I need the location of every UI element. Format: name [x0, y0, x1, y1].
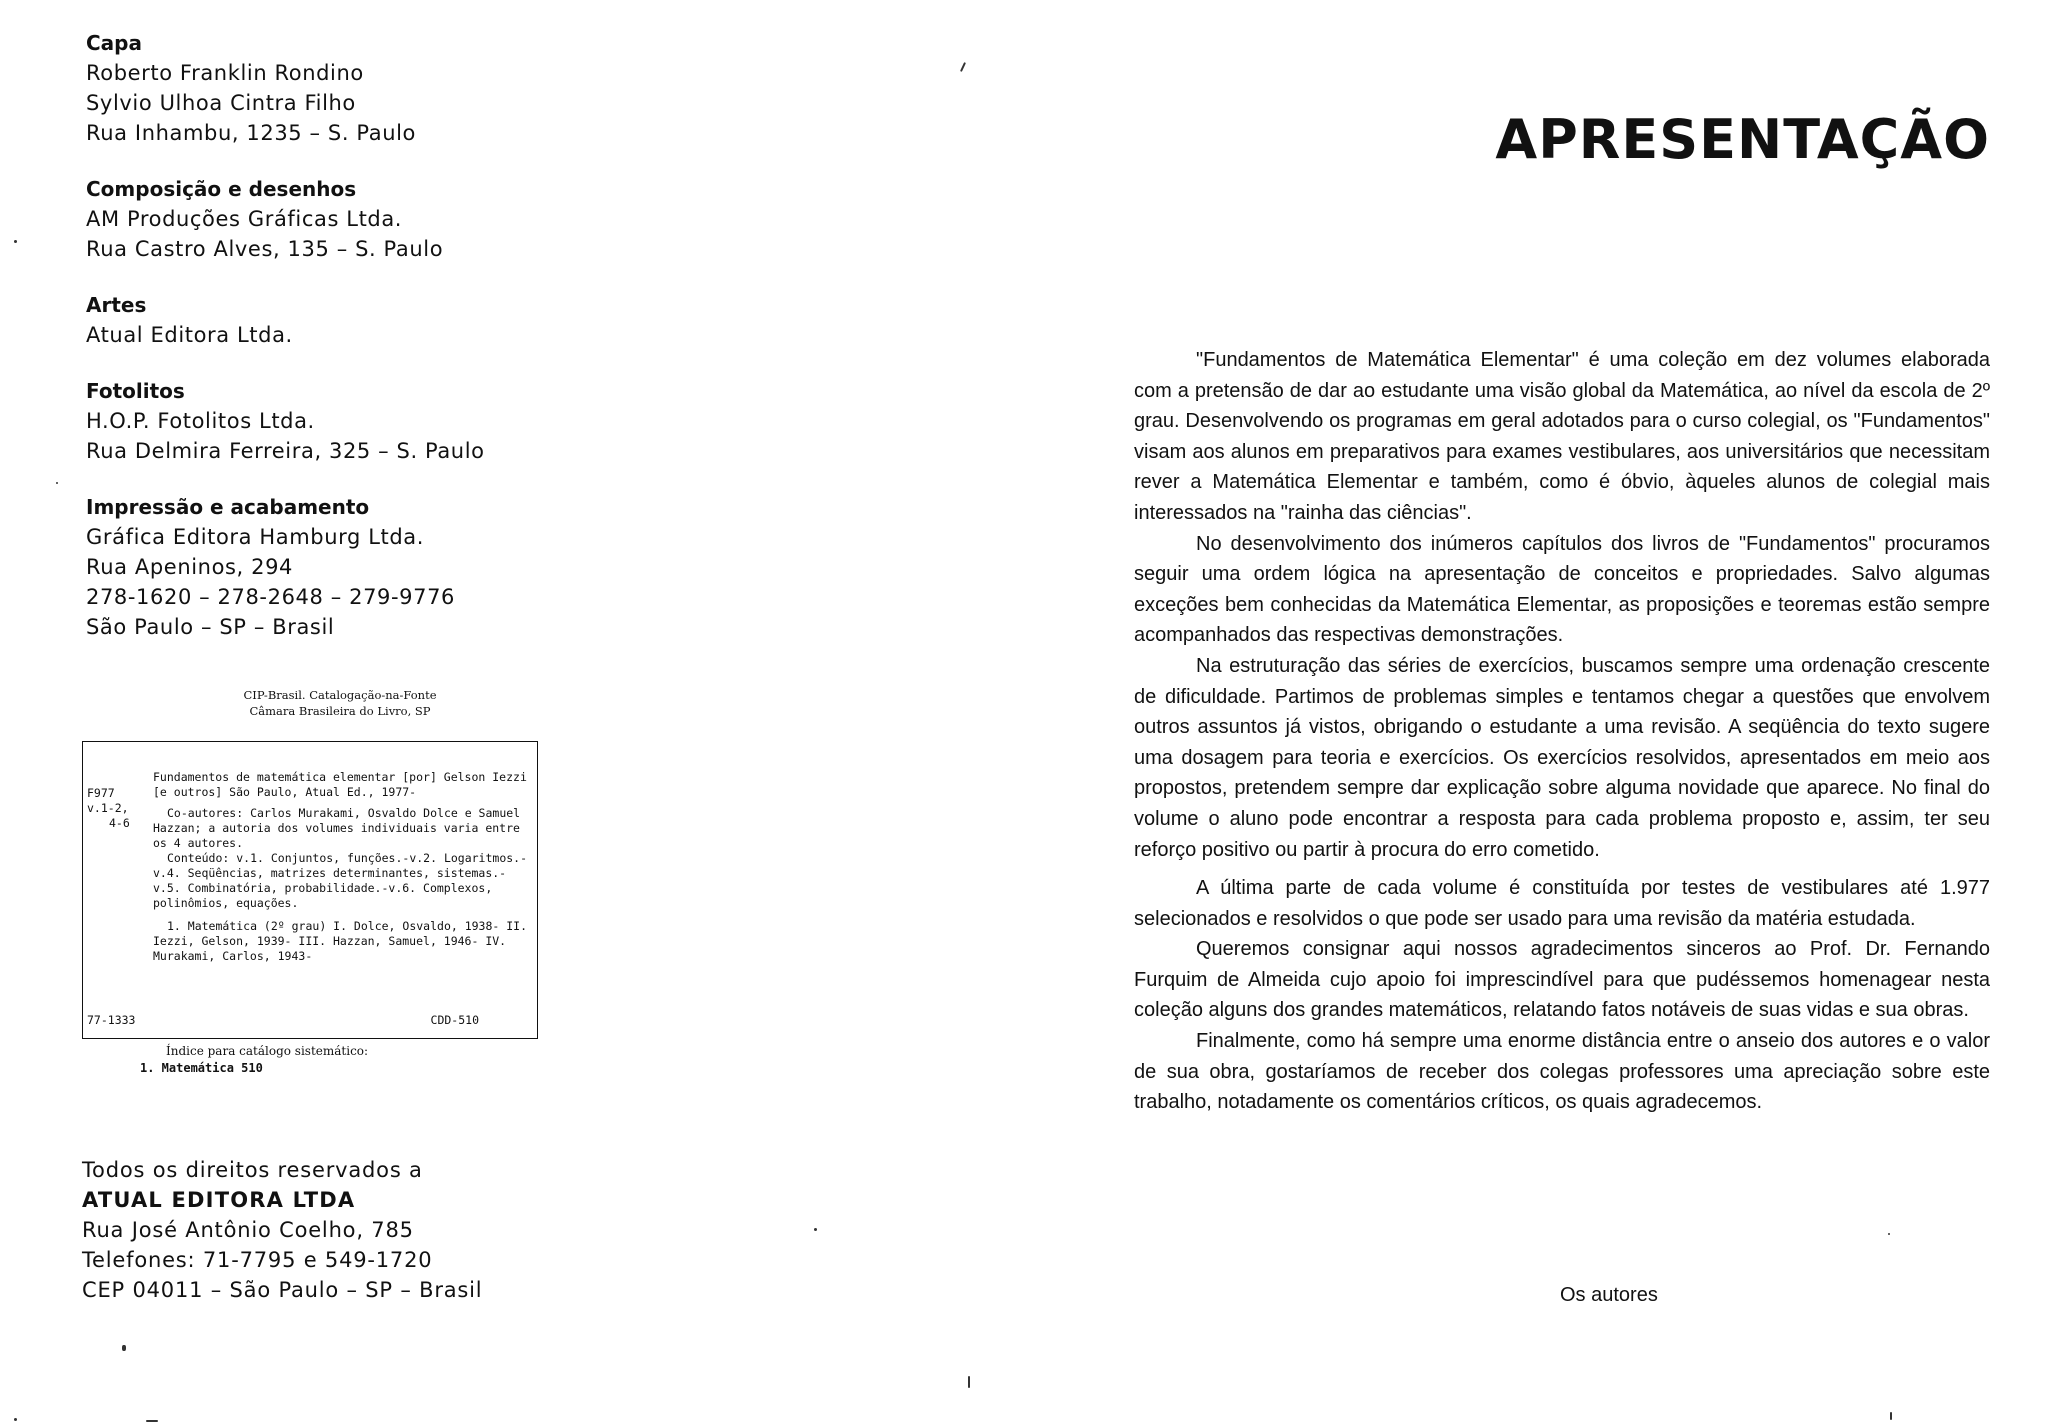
credit-heading: Fotolitos: [86, 379, 185, 403]
card-note: Co-autores: Carlos Murakami, Osvaldo Dolce e Samuel Hazzan; a autoria dos volumes individuais varia entre os 4 autores.: [153, 806, 521, 850]
publisher-phones: Telefones: 71-7795 e 549-1720: [82, 1248, 433, 1272]
cip-header-line: CIP-Brasil. Catalogação-na-Fonte: [243, 688, 437, 702]
card-note: Conteúdo: v.1. Conjuntos, funções.-v.2. Logaritmos.-v.4. Seqüências, matrizes determinantes, sistemas.-v.5. Combinatória, probabilidade.-v.6. Complexos, polinômios, equações.: [153, 851, 528, 910]
cip-header: [190, 687, 490, 719]
credit-line: Atual Editora Ltda.: [86, 323, 293, 347]
index-note-entry: 1. Matemática 510: [140, 1061, 263, 1075]
body-paragraph: Na estruturação das séries de exercícios, buscamos sempre uma ordenação crescente de dificuldade. Partimos de problemas simples e tentamos chegar a questões que envolvem outros assuntos já vistos, obrigando o estudante a uma revisão. A seqüência do texto sugere uma dosagem para teoria e exercícios. Os exercícios resolvidos, apresentados em meio aos propostos, pretendem sempre dar explicação sobre alguma novidade que aparece. No final do volume o aluno pode encontrar a resposta para cada problema proposto e, assim, ter seu reforço positivo ou partir à procura do erro cometido.: [1134, 654, 1990, 861]
card-notes: [153, 806, 531, 911]
publisher-address: Rua José Antônio Coelho, 785: [82, 1218, 414, 1242]
credit-line: Sylvio Ulhoa Cintra Filho: [86, 91, 356, 115]
index-note-title: Índice para catálogo sistemático:: [166, 1044, 369, 1058]
credit-block-artes: [86, 290, 606, 350]
publisher-cep: CEP 04011 – São Paulo – SP – Brasil: [82, 1278, 483, 1302]
body-paragraph: Finalmente, como há sempre uma enorme distância entre o anseio dos autores e o valor de sua obra, gostaríamos de receber dos colegas professores uma apreciação sobre este trabalho, notadamente os comentários críticos, os quais agradecemos.: [1134, 1030, 1990, 1114]
scan-speck: [146, 1420, 158, 1422]
credit-heading: Artes: [86, 293, 147, 317]
credit-line: Rua Castro Alves, 135 – S. Paulo: [86, 237, 444, 261]
rights-block: [82, 1155, 602, 1305]
scan-speck: [960, 62, 966, 72]
credit-block-composicao: [86, 174, 606, 264]
credit-line: Rua Inhambu, 1235 – S. Paulo: [86, 121, 416, 145]
publisher-name: ATUAL EDITORA LTDA: [82, 1188, 356, 1212]
credit-block-capa: [86, 28, 606, 148]
cip-header-line: Câmara Brasileira do Livro, SP: [249, 704, 431, 718]
scan-speck: [14, 240, 17, 243]
card-subjects: 1. Matemática (2º grau) I. Dolce, Osvaldo, 1938- II. Iezzi, Gelson, 1939- III. Hazzan, Samuel, 1946- IV. Murakami, Carlos, 1943-: [153, 919, 528, 963]
credit-block-fotolitos: [86, 376, 606, 466]
control-number: 77-1333: [87, 1013, 136, 1027]
credit-line: Gráfica Editora Hamburg Ltda.: [86, 525, 425, 549]
credit-heading: Impressão e acabamento: [86, 495, 370, 519]
page-title: APRESENTAÇÃO: [1495, 108, 1990, 171]
card-body: [153, 770, 531, 970]
left-page-credits: [0, 0, 1000, 1427]
catalog-card: [82, 741, 538, 1039]
presentation-body: [1134, 345, 1990, 1118]
call-number-line: 4-6: [109, 816, 130, 830]
scan-speck: [814, 1228, 817, 1231]
cdd-number: CDD-510: [430, 1013, 479, 1027]
credit-heading: Capa: [86, 31, 142, 55]
credit-line: Rua Apeninos, 294: [86, 555, 293, 579]
call-number-line: F977: [87, 786, 115, 800]
call-number-line: v.1-2,: [87, 801, 129, 815]
scan-speck: [14, 1418, 17, 1421]
right-page-presentation: [1000, 0, 2048, 1427]
body-paragraph: "Fundamentos de Matemática Elementar" é uma coleção em dez volumes elaborada com a pretensão de dar ao estudante uma visão global da Matemática, ao nível da escola de 2º grau. Desenvolvendo os programas em geral adotados para o curso colegial, os "Fundamentos" visam aos alunos em preparativos para exames vestibulares, aos universitários que necessitam rever a Matemática Elementar e também, como é óbvio, àqueles alunos de colegial mais interessados na "rainha das ciências".: [1134, 349, 1990, 524]
credit-heading: Composição e desenhos: [86, 177, 357, 201]
body-paragraph: Queremos consignar aqui nossos agradecimentos sinceros ao Prof. Dr. Fernando Furquim de Almeida cujo apoio foi imprescindível para que pudéssemos homenagear nesta coleção alguns dos grandes matemáticos, relatando fatos notáveis de suas vidas e sua obras.: [1134, 938, 1990, 1022]
scan-speck: [968, 1376, 970, 1388]
scan-speck: [122, 1345, 126, 1351]
credit-line: Rua Delmira Ferreira, 325 – S. Paulo: [86, 439, 485, 463]
scan-speck: [1888, 1233, 1890, 1235]
rights-line: Todos os direitos reservados a: [82, 1158, 423, 1182]
card-title-entry: Fundamentos de matemática elementar [por] Gelson Iezzi [e outros] São Paulo, Atual Ed., 1977-: [153, 770, 527, 799]
credit-line: São Paulo – SP – Brasil: [86, 615, 335, 639]
call-number: [87, 786, 143, 831]
credit-line: Roberto Franklin Rondino: [86, 61, 364, 85]
signature: Os autores: [1560, 1284, 1658, 1306]
credit-block-impressao: [86, 492, 606, 642]
credit-line: AM Produções Gráficas Ltda.: [86, 207, 403, 231]
credit-line: H.O.P. Fotolitos Ltda.: [86, 409, 315, 433]
index-note: [140, 1043, 470, 1077]
scan-speck: [56, 482, 58, 484]
body-paragraph: No desenvolvimento dos inúmeros capítulos dos livros de "Fundamentos" procuramos seguir uma ordem lógica na apresentação de conceitos e propriedades. Salvo algumas exceções bem conhecidas da Matemática Elementar, as proposições e teoremas estão sempre acompanhados das respectivas demonstrações.: [1134, 532, 1990, 647]
scan-speck: [1890, 1412, 1892, 1420]
credits-list: [86, 28, 606, 668]
credit-line: 278-1620 – 278-2648 – 279-9776: [86, 585, 456, 609]
body-paragraph: A última parte de cada volume é constituída por testes de vestibulares até 1.977 selecionados e resolvidos o que pode ser usado para uma revisão da matéria estudada.: [1134, 877, 1990, 930]
